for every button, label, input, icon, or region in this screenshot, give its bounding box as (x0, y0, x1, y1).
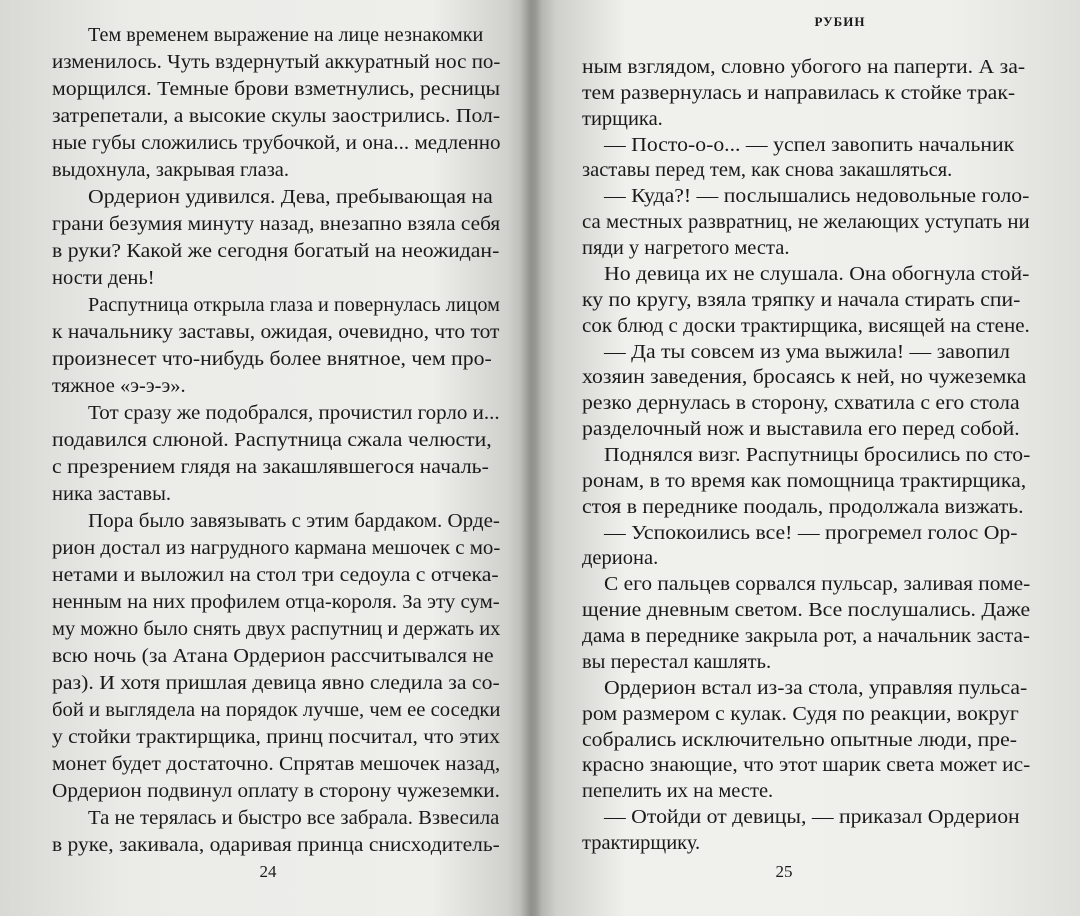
right-line-24: вы перестал кашлять. (582, 651, 772, 673)
left-line-5: ные губы сложились трубочкой, и она... медленно (52, 132, 501, 154)
left-line-15: Тот сразу же подобрался, прочистил горло и... (88, 402, 500, 424)
right-line-6: — Куда?! — послышались недовольные голо- (604, 185, 1030, 207)
right-line-20: дериона. (582, 547, 659, 569)
left-line-28: монет будет достаточно. Спрятав мешочек назад, (52, 753, 501, 775)
left-page (0, 0, 528, 916)
right-line-22: щение дневным светом. Все послушались. Даже (582, 599, 1031, 621)
running-head: РУБИН (814, 14, 866, 29)
left-line-11: Распутница открыла глаза и повернулась лицом (88, 294, 500, 316)
right-line-27: собрались исключительно опытные люди, пре- (582, 729, 1017, 751)
left-line-14: тяжное «э-э-э». (52, 375, 186, 397)
right-page (540, 0, 1080, 916)
right-line-9: Но девица их не слушала. Она обогнула стой- (604, 263, 1030, 285)
left-line-6: выдохнула, закрывая глаза. (52, 159, 290, 181)
left-line-31: в руке, закивала, одаривая принца снисходитель- (52, 834, 500, 856)
right-line-29: пепелить их на месте. (582, 780, 774, 802)
left-line-23: му можно было снять двух распутниц и держать их (52, 618, 501, 640)
right-line-13: хозяин заведения, бросаясь к ней, но чужеземка (582, 366, 1027, 388)
left-line-3: морщился. Темные брови взметнулись, ресницы (52, 78, 501, 100)
left-line-20: рион достал из нагрудного кармана мешочек с мо- (52, 537, 501, 559)
left-line-9: в руки? Какой же сегодня богатый на неожидан- (52, 240, 500, 262)
right-line-4: — Посто-о-о... — успел завопить начальник (604, 134, 1015, 156)
right-line-25: Ордерион встал из-за стола, управляя пульса- (604, 677, 1028, 699)
right-line-5: заставы перед тем, как снова закашляться. (582, 159, 953, 181)
page-number-left: 24 (259, 862, 277, 881)
right-line-26: ром размером с кулак. Судя по реакции, вокруг (582, 703, 1019, 725)
right-line-23: дама в переднике закрыла рот, а начальник заста- (582, 625, 1031, 647)
left-line-19: Пора было завязывать с этим бардаком. Орде- (88, 510, 500, 532)
right-line-21: С его пальцев сорвался пульсар, заливая поме- (604, 573, 1031, 595)
left-line-24: всю ночь (за Атана Ордерион рассчитывался не (52, 645, 494, 667)
left-line-12: к начальнику заставы, ожидая, очевидно, что тот (52, 321, 500, 343)
right-line-31: трактирщику. (582, 832, 701, 854)
left-line-17: с презрением глядя на закашлявшегося началь- (52, 456, 489, 478)
left-line-2: изменилось. Чуть вздернутый аккуратный нос по- (52, 51, 501, 73)
left-line-18: ника заставы. (52, 483, 171, 505)
right-line-15: разделочный нож и выставила его перед собой. (582, 418, 1020, 440)
left-line-1: Тем временем выражение на лице незнакомки (88, 24, 484, 46)
right-line-7: са местных развратниц, не желающих уступать ни (582, 211, 1030, 233)
left-line-21: нетами и выложил на стол три седоула с отчека- (52, 564, 499, 586)
left-line-25: раз). И хотя пришлая девица явно следила за со- (52, 672, 500, 694)
right-line-30: — Отойди от девицы, — приказал Ордерион (604, 806, 1020, 828)
right-line-10: ку по кругу, взяла тряпку и начала стирать спи- (582, 289, 1021, 311)
left-line-13: произнесет что-нибудь более внятное, чем про- (52, 348, 492, 370)
page-number-right: 25 (775, 862, 793, 881)
right-line-28: красно знающие, что этот шарик света может ис- (582, 754, 1031, 776)
left-line-4: затрепетали, а высокие скулы заострились. Пол- (52, 105, 501, 127)
right-line-3: тирщика. (582, 108, 663, 130)
left-line-8: грани безумия минуту назад, внезапно взяла себя (52, 213, 501, 235)
left-line-7: Ордерион удивился. Дева, пребывающая на (88, 186, 493, 208)
left-line-26: бой и выглядела на порядок лучше, чем ее соседки (52, 699, 501, 721)
left-line-16: подавился слюной. Распутница сжала челюсти, (52, 429, 492, 451)
left-line-22: ненным на них профилем отца-короля. За эту сум- (52, 591, 500, 613)
left-line-29: Ордерион подвинул оплату в сторону чужеземки. (52, 780, 500, 802)
right-line-16: Поднялся визг. Распутницы бросились по сто- (604, 444, 1031, 466)
left-line-10: ности день! (52, 267, 155, 289)
right-line-14: резко дернулась в сторону, схватила с его стола (582, 392, 1020, 414)
right-line-8: пяди у нагретого места. (582, 237, 790, 259)
right-line-12: — Да ты совсем из ума выжила! — завопил (604, 341, 1011, 363)
right-line-2: тем развернулась и направилась к стойке трак- (582, 82, 1016, 104)
right-line-11: сок блюд с доски трактирщика, висящей на стене. (582, 315, 1030, 337)
left-line-27: у стойки трактирщика, принц посчитал, что этих (52, 726, 501, 748)
right-line-19: — Успокоились все! — прогремел голос Ор- (604, 522, 1018, 544)
right-line-18: стоя в переднике поодаль, продолжала визжать. (582, 496, 1024, 518)
right-line-1: ным взглядом, словно убогого на паперти. А за- (582, 56, 1026, 78)
left-line-30: Та не терялась и быстро все забрала. Взвесила (88, 807, 500, 829)
right-line-17: ронам, в то время как помощница трактирщика, (582, 470, 1027, 492)
